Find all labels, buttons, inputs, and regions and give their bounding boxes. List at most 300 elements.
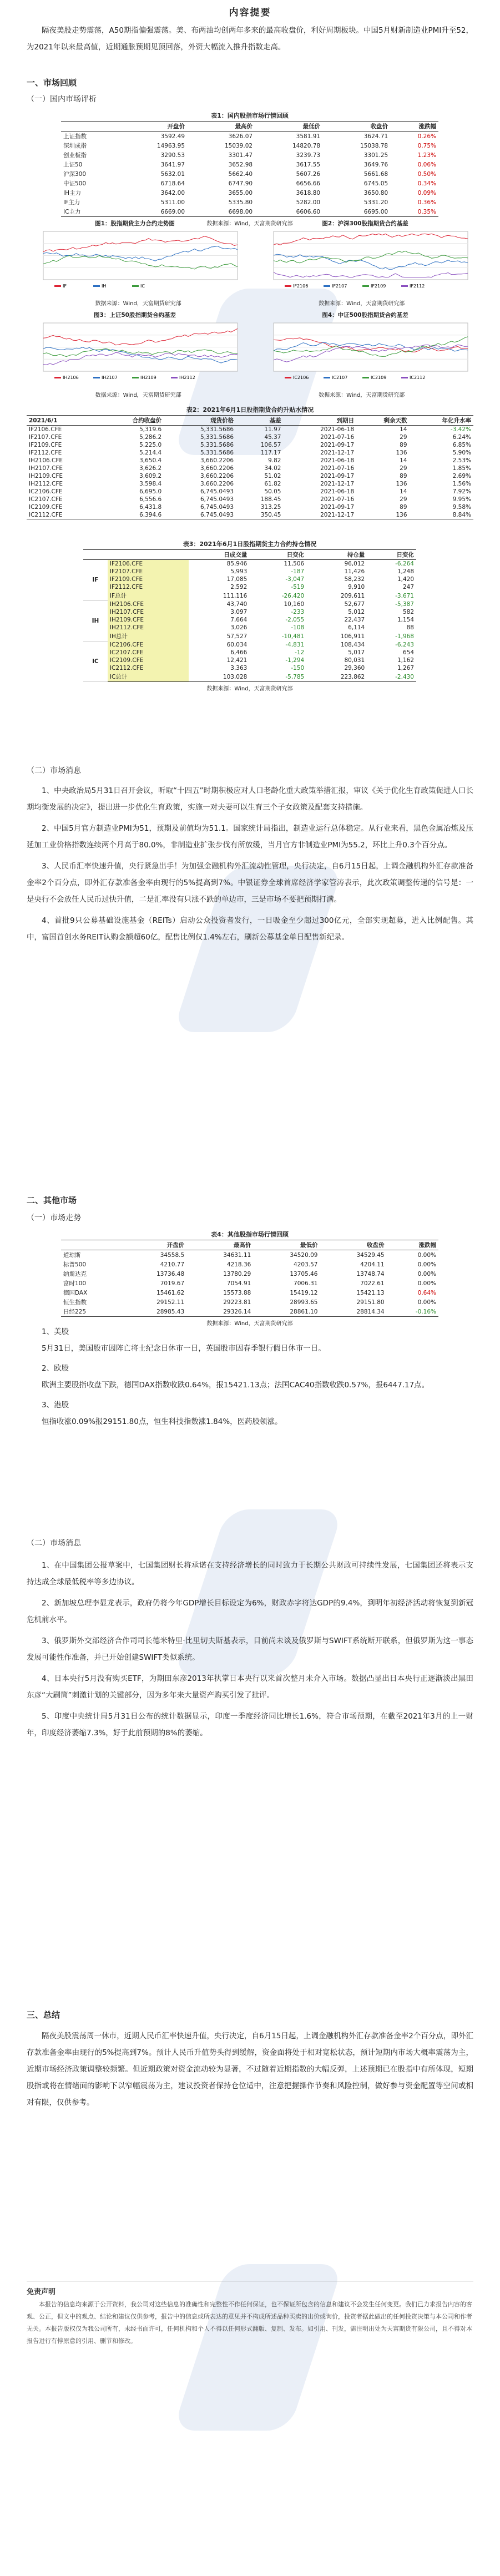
table-cell: 2021-06-18 [320, 488, 355, 495]
legend-swatch [362, 377, 369, 378]
contract-label: IH总计 [108, 632, 189, 641]
table-cell: 6698.00 [187, 207, 255, 217]
section-heading [27, 1194, 473, 1206]
table-cell: 6695.00 [322, 207, 390, 217]
legend-label: IH2107 [102, 375, 118, 380]
table-cell: 0.64% [417, 1289, 436, 1296]
column-header: 基差 [236, 416, 283, 426]
chart-title: 图3：上证50股指期货合约基差 [94, 312, 176, 319]
charts-source [27, 297, 473, 309]
table-cell: 15419.12 [290, 1289, 318, 1296]
section-heading [27, 2009, 473, 2021]
column-header: 日变化 [367, 550, 416, 560]
table-cell: 1.23% [417, 151, 436, 159]
table-cell: 3,660.2206 [200, 457, 234, 464]
table-cell: -187 [291, 568, 305, 575]
chart-2 [257, 219, 473, 294]
table-cell: 1,267 [397, 665, 414, 671]
table-cell: 6669.00 [119, 207, 187, 217]
table-cell: 3301.47 [228, 151, 253, 159]
table-row [83, 583, 416, 591]
table-cell: -5,785 [249, 672, 306, 682]
table-cell: 2021-07-16 [320, 434, 355, 441]
header [27, 4, 473, 18]
table-cell: 3618.80 [296, 189, 321, 196]
table-cell: 0.26% [417, 133, 436, 140]
row-label: 深圳成指 [63, 143, 87, 149]
table-cell: 6,114 [348, 624, 365, 631]
news-paragraph: 3、俄罗斯外交部经济合作司司长德米特里·比里切夫斯基表示，目前尚未谈及俄罗斯与SWIFT系统断开联系，但俄罗斯为这一事态发展可能性作准备，并已开始创建SWIFT类似系统。 [27, 1636, 473, 1662]
table-caption: 表4：其他股指市场行情回顾 [211, 1231, 289, 1238]
legend-swatch [324, 377, 330, 378]
table-cell: 88 [406, 624, 414, 631]
table-cell: 3626.07 [228, 133, 253, 140]
row-label: 道琼斯 [63, 1252, 81, 1259]
table-cell: 34631.11 [223, 1251, 251, 1259]
table-cell: 15573.88 [223, 1289, 251, 1296]
table-cell: 29152.11 [156, 1299, 185, 1306]
table-cell: 0.00% [417, 1270, 436, 1277]
contract-label: IC2112.CFE [108, 664, 189, 672]
table-cell: 1.56% [452, 481, 471, 487]
table-row [83, 616, 416, 624]
table-cell: 0.50% [417, 170, 436, 178]
table-cell: -6,264 [395, 560, 414, 567]
summary-paragraph: 隔夜美股走势震荡，A50期指偏强震荡。美、布两油均创两年多来的最高收盘价，利好周期板块。中国5月财新制造业PMI升至52，为2021年以来最高值，近期通胀预期见顶回落，外资大幅流入推升指数走高。 [27, 26, 473, 52]
column-header: 收盘价 [322, 122, 390, 132]
table-cell: 3,609.2 [139, 473, 162, 479]
table-cell: 5,214.4 [139, 449, 162, 456]
legend-label: IC2106 [293, 375, 309, 380]
contract-label: IF2109.CFE [108, 575, 189, 583]
column-header: 现货价格 [164, 416, 236, 426]
chart-plot [257, 228, 473, 292]
table-row [83, 608, 416, 616]
row-label: IC2107.CFE [29, 496, 63, 503]
table-row [27, 449, 473, 457]
table-cell: 5662.40 [228, 170, 253, 178]
row-label: IC2109.CFE [29, 504, 63, 511]
market-label: 1、美股 [42, 1327, 69, 1336]
row-label: 日经225 [61, 1307, 120, 1317]
chart-source: 数据来源：Wind，天富期货研究部 [95, 392, 181, 398]
table-cell: 6718.64 [160, 180, 185, 187]
table-cell: 1,420 [397, 576, 414, 583]
subsection-heading [27, 765, 473, 776]
contract-label: IC2107.CFE [108, 649, 189, 656]
table-cell: 15039.02 [224, 142, 253, 149]
table-cell: 2021-12-17 [320, 449, 355, 456]
conclusion [27, 2028, 473, 2111]
subsection-heading [27, 93, 473, 104]
table-cell: 0.00% [417, 1280, 436, 1287]
disclaimer-title: 免责声明 [27, 2288, 56, 2296]
market-text: 恒指收涨0.09%报29151.80点，恒生科技指数涨1.84%，医药股领涨。 [42, 1417, 282, 1426]
row-label: IC主力 [61, 207, 119, 217]
column-header: 日变化 [249, 550, 306, 560]
legend-swatch [54, 285, 61, 287]
row-label: 中证500 [63, 180, 87, 187]
table-cell: 3641.97 [160, 161, 185, 168]
column-header: 收盘价 [320, 1240, 386, 1250]
table-row [83, 672, 416, 682]
table-cell: 223,862 [306, 672, 367, 682]
table-cell: 4218.36 [226, 1261, 251, 1268]
table-row [61, 141, 438, 150]
column-header: 开盘价 [120, 1240, 186, 1250]
table-cell: 4204.11 [360, 1261, 385, 1268]
chart-plot [27, 228, 243, 292]
table-cell: 313.25 [260, 504, 281, 511]
table-cell: 8.84% [410, 511, 473, 519]
legend-label: IC [140, 284, 145, 289]
table-row [83, 560, 416, 568]
basis-table [27, 415, 473, 519]
table-cell: 13748.74 [356, 1270, 385, 1277]
column-header: 日成交量 [189, 550, 249, 560]
row-label: 创业板指 [63, 152, 87, 159]
table-cell: 13705.46 [290, 1270, 318, 1277]
chart-source: 数据来源：Wind，天富期货研究部 [319, 392, 405, 398]
table-cell: 80,031 [344, 657, 365, 664]
legend-swatch [93, 285, 100, 287]
table-cell: 3649.76 [363, 161, 388, 168]
news-paragraph: 3、人民币汇率快速升值，央行紧急出手！为加强金融机构外汇流动性管理，央行决定，自6月15日起，上调金融机构外汇存款准备金率2个百分点，即外汇存款准备金率由现行的5%提高到7%。中银证券全球首席经济学家管涛表示，此次政策调整传递的信号是：一是央行不会放任人民币过快升值，二是汇率没有只涨不跌的单边市，三是市场不要把预期打满。 [27, 862, 473, 904]
table-cell: 2021-07-16 [320, 465, 355, 472]
table-cell: 43,740 [226, 601, 248, 608]
row-label: IC2112.CFE [27, 511, 100, 519]
other-markets [27, 1324, 473, 1430]
table-cell: 6.24% [452, 434, 471, 441]
table-cell: 1,154 [397, 617, 414, 623]
table3 [83, 537, 416, 694]
table-cell: 14 [400, 457, 407, 464]
section-title: 二、其他市场 [27, 1195, 77, 1205]
legend-swatch [171, 377, 178, 378]
contract-label: IC2106.CFE [108, 641, 189, 649]
row-label: 恒生指数 [63, 1299, 87, 1306]
legend-label: IC2112 [410, 375, 426, 380]
summary [27, 22, 473, 55]
table-cell: 0.06% [417, 161, 436, 168]
table-cell: 6606.60 [255, 207, 322, 217]
table-cell: 89 [400, 473, 407, 479]
news-paragraph: 2、新加坡总理李显龙表示，政府仍将今年GDP增长目标设定为6%，财政赤字将达GDP的9.4%，到明年初经济活动将恢复到新冠危机前水平。 [27, 1599, 473, 1624]
table-cell: 2.53% [452, 457, 471, 464]
group-label: IF [83, 560, 108, 601]
subsection-heading [27, 1537, 473, 1548]
table-cell: 5,319.6 [139, 426, 162, 433]
news-paragraph: 1、中央政治局5月31日召开会议，听取“十四五”时期积极应对人口老龄化重大政策举措汇报，审议《关于优化生育政策促进人口长期均衡发展的决定》，提出进一步优化生育政策，实施一对夫妻可以生育三个子女政策及配套支持措施。 [27, 786, 473, 812]
table-cell: 136 [396, 449, 407, 456]
table-cell: 9.58% [452, 504, 471, 511]
table-cell: 58,232 [344, 576, 365, 583]
table-source: 数据来源：Wind，天富期货研究部 [206, 686, 293, 692]
contract-label: IH2107.CFE [108, 608, 189, 616]
table-row [61, 1260, 438, 1269]
table-cell: 15421.13 [356, 1289, 385, 1296]
table-source: 数据来源：Wind，天富期货研究部 [206, 1321, 293, 1327]
row-label: 德国DAX [63, 1290, 88, 1296]
table-cell: 5.90% [452, 449, 471, 456]
table-cell: 1.85% [452, 465, 471, 472]
table-cell: 89 [400, 504, 407, 511]
row-label: 富时100 [63, 1280, 87, 1287]
table-cell: 5311.00 [160, 199, 185, 206]
table-cell: 52,677 [344, 601, 365, 608]
table-row [83, 591, 416, 600]
table-cell: 29326.14 [186, 1307, 253, 1317]
row-label: IH2109.CFE [29, 473, 63, 479]
conclusion-paragraph: 隔夜美股震荡周一休市，近期人民币汇率快速升值，央行决定，自6月15日起，上调金融机构外汇存款准备金率2个百分点，即外汇存款准备金率由现行的5%提高到7%。预计人民币升值势头得到缓解，资金面将处于相对宽松状态，预计短期内市场大概率震荡为主，近期市场经济政策调整较频繁。但近期政策对资金流动较为显著，不过随着近期指数的大幅反弹，上述预期已在股指中有所体现，短期股指或将在情绪面的影响下以窄幅震荡为主，建议投资者保持仓位适中，注意把握操作节奏和风险控制，做好参与资金配置等空间或相对有限，仅供参考。 [27, 2032, 473, 2107]
table-cell: 13780.29 [223, 1270, 251, 1277]
table-cell: 106.57 [260, 442, 281, 448]
table-cell: 13736.48 [156, 1270, 185, 1277]
table-cell: 3617.55 [296, 161, 321, 168]
table-cell: 11.97 [264, 426, 281, 433]
table-cell: 5331.20 [363, 199, 388, 206]
table-cell: 3650.80 [363, 189, 388, 196]
legend-label: IF2107 [332, 284, 347, 289]
table-row [83, 600, 416, 608]
table-cell: -1,968 [395, 633, 414, 640]
legend-swatch [93, 377, 100, 378]
table-cell: -2,055 [285, 617, 305, 623]
table-row [27, 488, 473, 496]
table-row [61, 132, 438, 142]
table-cell: 3592.49 [160, 133, 185, 140]
table-row [27, 496, 473, 503]
table-row [61, 160, 438, 169]
table-cell: -5,387 [395, 601, 414, 608]
table-cell: 34520.09 [290, 1251, 318, 1259]
chart-4 [257, 311, 473, 386]
market-text: 5月31日，美国股市因阵亡将士纪念日休市一日，英国股市因春季银行假日休市一日。 [42, 1344, 326, 1353]
table-cell: 2021-12-17 [320, 481, 355, 487]
table-cell: -108 [291, 624, 305, 631]
table-cell: 6,745.0493 [200, 488, 234, 495]
index-table [61, 121, 438, 217]
table-cell: 2021-09-17 [320, 442, 355, 448]
table-row [27, 480, 473, 488]
table-cell: 96,012 [344, 560, 365, 567]
table-cell: 6,745.0493 [200, 504, 234, 511]
table-cell: 3301.25 [363, 151, 388, 159]
table-cell: 3624.71 [363, 133, 388, 140]
legend-label: IF2106 [293, 284, 309, 289]
table-cell: 3,660.2206 [200, 465, 234, 472]
table-row [61, 207, 438, 217]
table-cell: 3,660.2206 [200, 481, 234, 487]
table-row [61, 1288, 438, 1297]
table-cell: 45.37 [264, 434, 281, 441]
row-label: IH2107.CFE [29, 465, 63, 472]
table-cell: 29223.81 [223, 1299, 251, 1306]
table-cell: 11,506 [284, 560, 305, 567]
table-cell: -2,430 [367, 672, 416, 682]
table-row [61, 179, 438, 188]
legend-label: IH2112 [179, 375, 195, 380]
contract-label: IC总计 [108, 672, 189, 682]
table-cell: 28985.43 [120, 1307, 186, 1317]
table-cell: 111,116 [223, 592, 248, 599]
table-row [83, 649, 416, 656]
table-caption: 表1：国内股指市场行情回顾 [211, 112, 289, 119]
legend-label: IF2109 [371, 284, 386, 289]
contract-label: IH2106.CFE [108, 600, 189, 608]
table-cell: 50.05 [264, 488, 281, 495]
legend-swatch [401, 377, 408, 378]
table-row [83, 624, 416, 632]
table-cell: 2021-09-17 [320, 504, 355, 511]
table-cell: -3.42% [450, 426, 471, 433]
contract-label: IF2106.CFE [108, 560, 189, 568]
table-cell: 3642.00 [160, 189, 185, 196]
table-cell: 0.00% [417, 1251, 436, 1259]
table-cell: 3581.91 [296, 133, 321, 140]
table-cell: 0.35% [390, 207, 438, 217]
column-header: 到期日 [283, 416, 356, 426]
table-cell: 3,026 [230, 624, 248, 631]
table-cell: 34558.5 [160, 1251, 185, 1259]
chart-title: 图2：沪深300股指期货合约基差 [322, 220, 408, 227]
group-label: IC [83, 641, 108, 682]
row-label: IF2112.CFE [29, 449, 62, 456]
column-header: 开盘价 [119, 122, 187, 132]
column-header [108, 550, 189, 560]
table-cell: 3,650.4 [139, 457, 162, 464]
table-cell: 6,394.6 [100, 511, 164, 519]
contract-label: IF2112.CFE [108, 583, 189, 591]
row-label: 沪深300 [63, 171, 87, 178]
table-cell: 6,431.8 [139, 504, 162, 511]
table-cell: 51.02 [264, 473, 281, 479]
legend-swatch [285, 285, 291, 287]
table-cell: 89 [400, 442, 407, 448]
legend-swatch [285, 377, 291, 378]
row-label: IH2106.CFE [29, 457, 63, 464]
table-cell: 6656.66 [296, 180, 321, 187]
table-cell: 4210.77 [160, 1261, 185, 1268]
table-cell: 6,745.0493 [164, 511, 236, 519]
subsection-title: （一）市场走势 [27, 1214, 81, 1223]
subsection-title: （二）市场消息 [27, 766, 81, 775]
table-cell: 1,162 [397, 657, 414, 664]
legend-swatch [132, 285, 139, 287]
table-row [83, 632, 416, 641]
disclaimer [27, 2281, 473, 2347]
table1 [61, 109, 438, 229]
table-cell: 85,946 [226, 560, 248, 567]
table-row [27, 464, 473, 472]
table-cell: 61.82 [264, 481, 281, 487]
table-cell: -0.16% [387, 1307, 438, 1317]
table-row [27, 426, 473, 434]
market-label: 3、港股 [42, 1401, 69, 1410]
chart-plot [27, 320, 243, 383]
column-header: 持仓量 [306, 550, 367, 560]
table-cell: 3652.98 [228, 161, 253, 168]
chart-title: 图1：股指期货主力合约走势图 [95, 220, 175, 227]
table-cell: -10,481 [281, 633, 305, 640]
table-cell: 3655.00 [228, 189, 253, 196]
contract-label: IF总计 [108, 591, 189, 600]
legend-swatch [362, 285, 369, 287]
column-header: 最低价 [253, 1240, 320, 1250]
table-cell: 188.45 [260, 496, 281, 503]
table-cell: 0.34% [417, 180, 436, 187]
row-label: IF主力 [63, 199, 80, 206]
section-title: 三、总结 [27, 2010, 60, 2020]
row-label: IC2106.CFE [29, 488, 63, 495]
table-cell: 7,664 [230, 617, 248, 623]
news-paragraph: 1、在中国集团公报草案中，七国集团财长将承诺在支持经济增长的同时致力于长期公共财政可持续性发展，七国集团还将表示支持达成全球最低税率等多边协议。 [27, 1561, 473, 1587]
legend-swatch [132, 377, 139, 378]
table-row [61, 150, 438, 160]
table-cell: 5661.68 [363, 170, 388, 178]
table-cell: 29151.80 [356, 1299, 385, 1306]
table-cell: 5,331.5686 [200, 434, 234, 441]
legend-label: IH [102, 284, 107, 289]
legend-swatch [324, 285, 330, 287]
table-row [27, 503, 473, 511]
chart-plot [257, 320, 473, 383]
table-caption: 表2：2021年6月1日股指期货合约升贴水情况 [186, 406, 314, 413]
table-caption: 表3：2021年6月1日股指期货主力合约持仓情况 [183, 541, 317, 548]
table-cell: 209,611 [340, 592, 365, 599]
table-row [83, 575, 416, 583]
market-news [27, 782, 473, 946]
table-cell: 5,286.2 [139, 434, 162, 441]
table-cell: 3239.73 [296, 151, 321, 159]
legend-label: IF2112 [410, 284, 425, 289]
table2 [27, 403, 473, 519]
contract-label: IH2109.CFE [108, 616, 189, 624]
column-header: 涨跌幅 [387, 1240, 438, 1250]
table-cell: 14963.95 [156, 142, 185, 149]
row-label: IF2109.CFE [29, 442, 62, 448]
table-cell: 11,426 [344, 568, 365, 575]
table4 [61, 1228, 438, 1329]
table-cell: 7.92% [452, 488, 471, 495]
legend-label: IC2109 [371, 375, 387, 380]
subsection-title: （一）国内市场评析 [27, 95, 97, 104]
row-label: IH主力 [63, 190, 81, 196]
table-row [83, 568, 416, 575]
table-cell: 28861.10 [253, 1307, 320, 1317]
table-cell: 5,331.5686 [200, 442, 234, 448]
table-cell: 6.85% [452, 442, 471, 448]
section-heading [27, 77, 473, 88]
table-cell: 10,160 [284, 601, 305, 608]
table-cell: 57,527 [226, 633, 248, 640]
table-cell: 1,248 [397, 568, 414, 575]
table-cell: 2021-06-18 [320, 426, 355, 433]
legend-label: IF [63, 284, 67, 289]
column-header [61, 1240, 120, 1250]
table-cell: 2.69% [452, 473, 471, 479]
table-cell: 0.00% [417, 1299, 436, 1306]
table-cell: 14 [400, 426, 407, 433]
row-label: 纳斯达克 [63, 1271, 87, 1277]
table-cell: 582 [402, 609, 414, 615]
table-cell: 0.36% [417, 199, 436, 206]
table-cell: 5632.01 [160, 170, 185, 178]
legend-swatch [54, 377, 61, 378]
table-cell: 3,363 [230, 665, 248, 671]
table-cell: 0.75% [417, 142, 436, 149]
table-cell: 106,911 [340, 633, 365, 640]
